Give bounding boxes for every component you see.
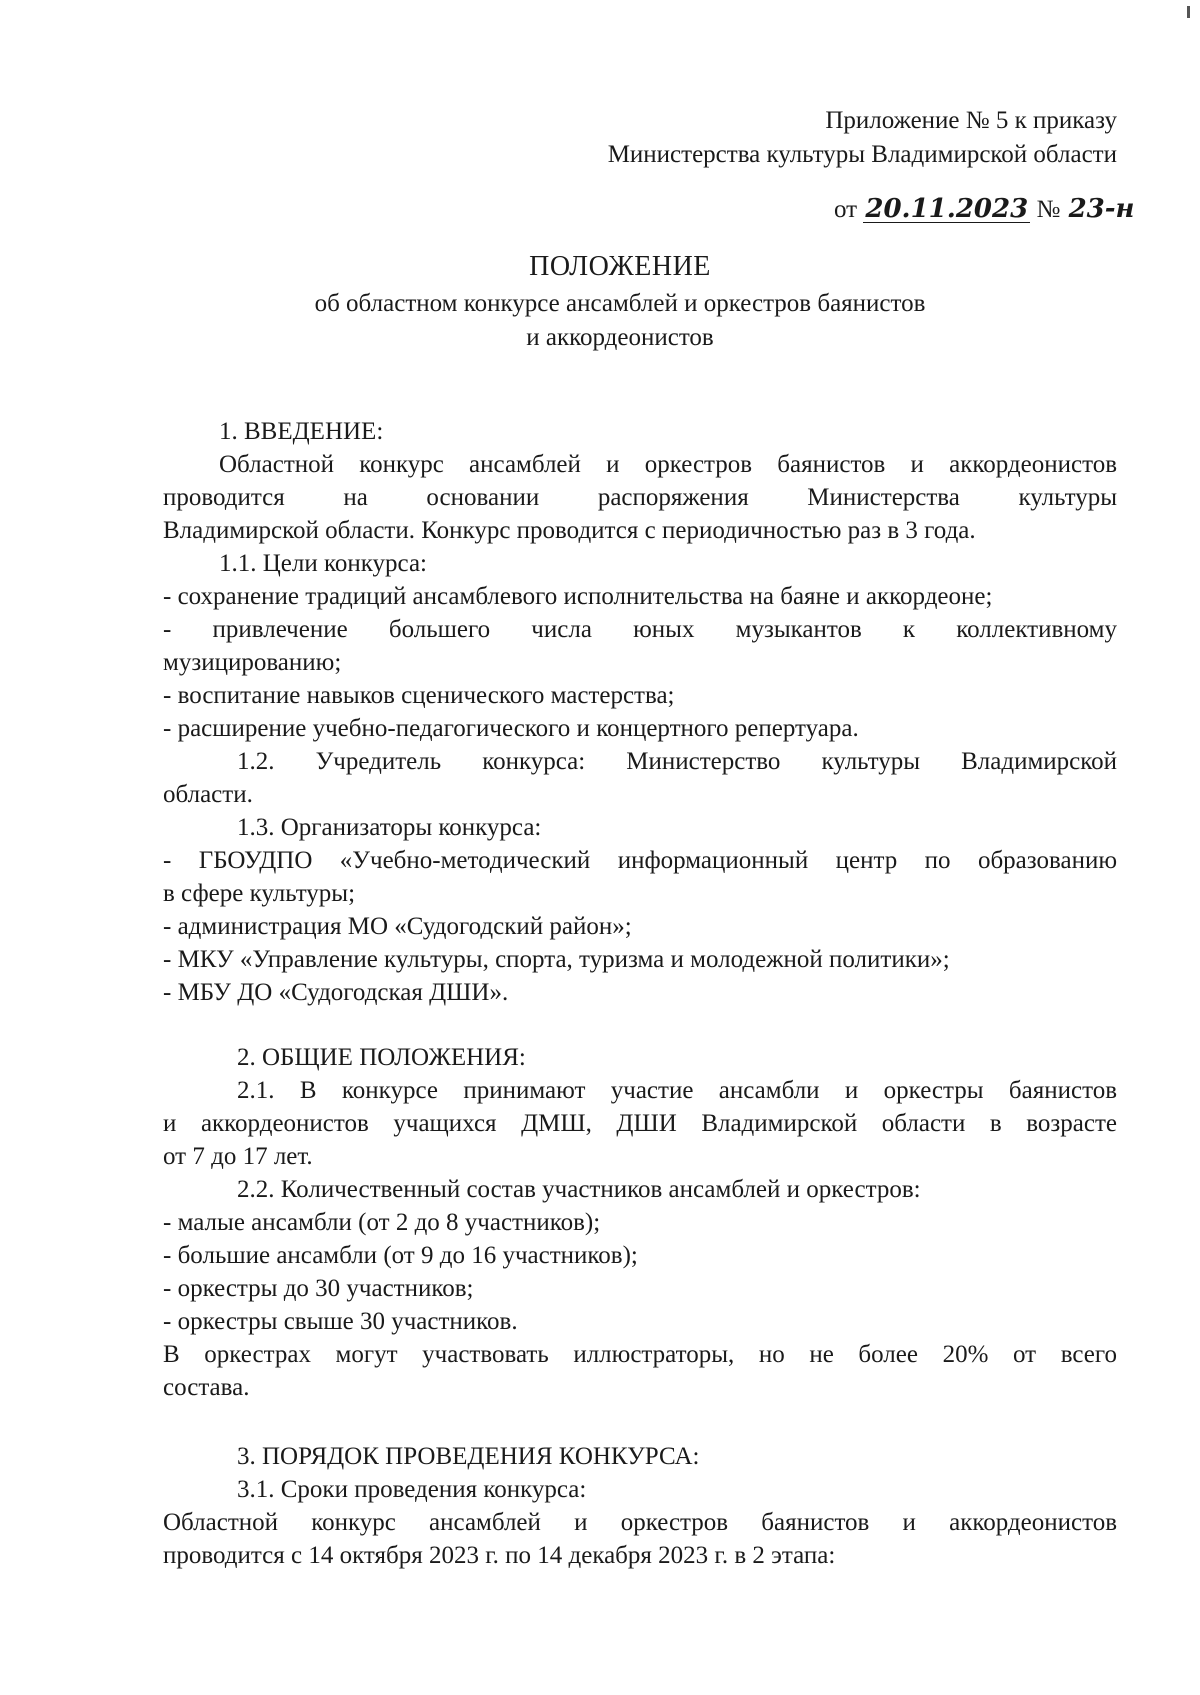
section-spacer [163, 1404, 1117, 1440]
goal-item: - расширение учебно-педагогического и концертного репертуара. [163, 715, 859, 742]
section1-intro-line1: Областной конкурс ансамблей и оркестров баянистов и аккордеонистов [219, 451, 1117, 478]
goals-heading: 1.1. Цели конкурса: [219, 550, 427, 577]
section1-intro-line3: Владимирской области. Конкурс проводится с периодичностью раз в 3 года. [163, 517, 976, 544]
document-title-block [160, 250, 1080, 355]
order-reference [834, 193, 1137, 227]
appendix-header [608, 104, 1117, 172]
ministry-line: Министерства культуры Владимирской области [607, 141, 1117, 168]
illustrators-note-line1: В оркестрах могут участвовать иллюстраторы, но не более 20% от всего [163, 1341, 1117, 1368]
organizers-heading: 1.3. Организаторы конкурса: [237, 814, 542, 841]
section-spacer [163, 1009, 1117, 1041]
organizer-item-continued: в сфере культуры; [163, 880, 356, 907]
p21-line2: и аккордеонистов учащихся ДМШ, ДШИ Владимирской области в возрасте [163, 1110, 1117, 1137]
composition-item: - малые ансамбли (от 2 до 8 участников); [163, 1209, 601, 1236]
p31-line1: Областной конкурс ансамблей и оркестров баянистов и аккордеонистов [163, 1509, 1117, 1536]
founder-line2: области. [163, 781, 253, 808]
goal-item-continued: музицированию; [163, 649, 342, 676]
organizer-item: - ГБОУДПО «Учебно-методический информационный центр по образованию [163, 847, 1117, 874]
section3-heading: 3. ПОРЯДОК ПРОВЕДЕНИЯ КОНКУРСА: [237, 1443, 700, 1470]
order-number-handwritten: 23-н [1068, 194, 1135, 224]
section1-heading: 1. ВВЕДЕНИЕ: [219, 418, 384, 445]
p22-heading: 2.2. Количественный состав участников ансамблей и оркестров: [237, 1176, 921, 1203]
composition-item: - большие ансамбли (от 9 до 16 участников); [163, 1242, 638, 1269]
founder-line1: 1.2. Учредитель конкурса: Министерство культуры Владимирской [237, 748, 1117, 775]
document-body [163, 415, 1117, 1572]
goal-item: - привлечение большего числа юных музыкантов к коллективному [163, 616, 1117, 643]
order-prefix: от [834, 196, 858, 223]
document-subtitle-line1: об областном конкурсе ансамблей и оркестров баянистов [314, 290, 926, 317]
illustrators-note-line2: состава. [163, 1374, 250, 1401]
p21-line3: от 7 до 17 лет. [163, 1143, 313, 1170]
section1-intro-line2: проводится на основании распоряжения Министерства культуры [163, 484, 1117, 511]
p21-line1: 2.1. В конкурсе принимают участие ансамбли и оркестры баянистов [237, 1077, 1117, 1104]
appendix-line: Приложение № 5 к приказу [825, 107, 1117, 134]
organizer-item: - МКУ «Управление культуры, спорта, туризма и молодежной политики»; [163, 946, 950, 973]
order-date-handwritten: 20.11.2023 [865, 194, 1029, 224]
composition-item: - оркестры до 30 участников; [163, 1275, 474, 1302]
organizer-item: - МБУ ДО «Судогодская ДШИ». [163, 979, 509, 1006]
goal-item: - сохранение традиций ансамблевого исполнительства на баяне и аккордеоне; [163, 583, 993, 610]
order-no-label: № [1036, 196, 1061, 223]
section2-heading: 2. ОБЩИЕ ПОЛОЖЕНИЯ: [237, 1044, 526, 1071]
p31-line2: проводится с 14 октября 2023 г. по 14 декабря 2023 г. в 2 этапа: [163, 1542, 836, 1569]
organizer-item: - администрация МО «Судогодский район»; [163, 913, 632, 940]
document-title: ПОЛОЖЕНИЕ [529, 251, 711, 282]
goal-item: - воспитание навыков сценического мастерства; [163, 682, 675, 709]
composition-item: - оркестры свыше 30 участников. [163, 1308, 518, 1335]
scan-mark [1187, 6, 1190, 18]
document-subtitle-line2: и аккордеонистов [526, 324, 714, 351]
p31-heading: 3.1. Сроки проведения конкурса: [237, 1476, 587, 1503]
